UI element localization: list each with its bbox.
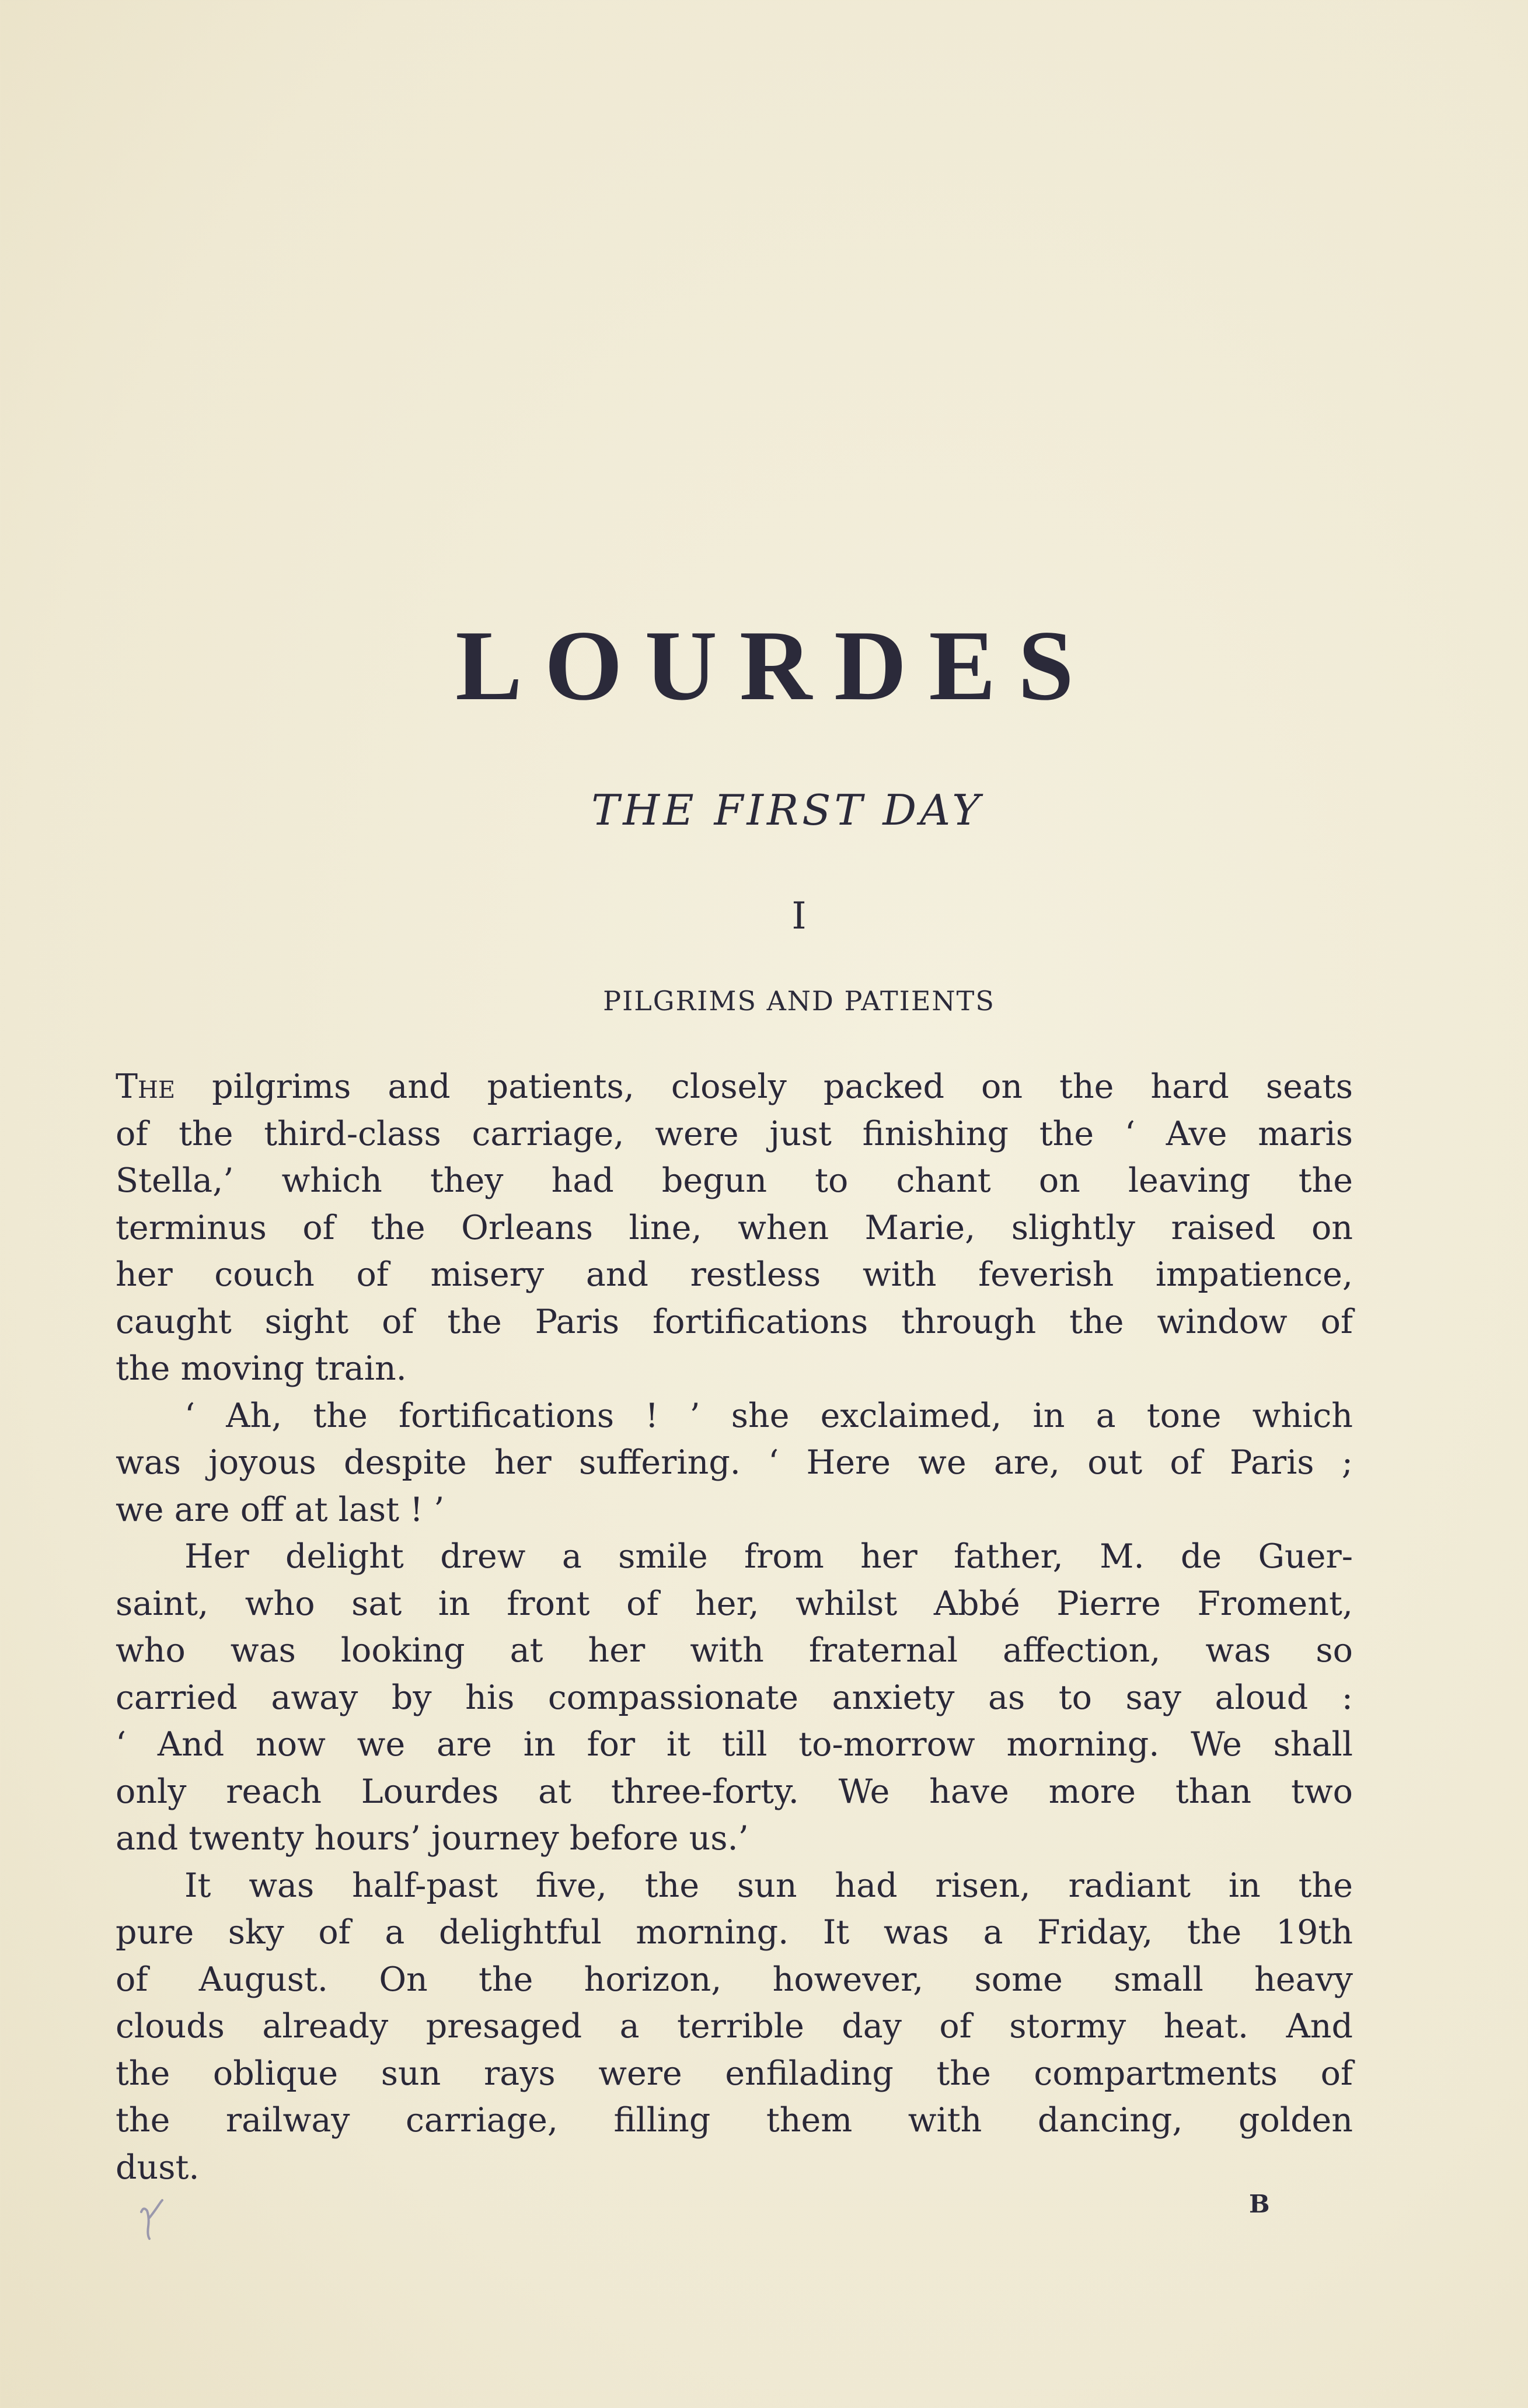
book-title: LOURDES bbox=[455, 610, 1096, 722]
text-line: clouds already presaged a terrible day of stormy heat. And bbox=[116, 2007, 1353, 2046]
paragraph-3 bbox=[116, 1533, 1353, 1862]
text-line: saint, who sat in front of her, whilst Abbé Pierre Froment, bbox=[116, 1584, 1353, 1623]
body-text bbox=[116, 1063, 1353, 2191]
text-line: was joyous despite her suffering. ‘ Here we are, out of Paris ; bbox=[116, 1443, 1353, 1482]
text-line: of the third-class carriage, were just finishing the ‘ Ave maris bbox=[116, 1114, 1353, 1153]
text-line: terminus of the Orleans line, when Marie, slightly raised on bbox=[116, 1208, 1353, 1247]
signature-mark: B bbox=[1249, 2190, 1270, 2218]
text-line: the oblique sun rays were enfilading the compartments of bbox=[116, 2054, 1353, 2093]
text-line: Her delight drew a smile from her father, M. de Guer- bbox=[184, 1537, 1353, 1576]
text-line: of August. On the horizon, however, some small heavy bbox=[116, 1960, 1353, 1999]
paragraph-2 bbox=[116, 1393, 1353, 1534]
text-line: caught sight of the Paris fortifications through the window of bbox=[116, 1302, 1353, 1341]
text-line-content: pilgrims and patients, closely packed on the hard seats bbox=[212, 1067, 1353, 1106]
text-line: carried away by his compassionate anxiety as to say aloud : bbox=[116, 1678, 1353, 1717]
chapter-number: I bbox=[791, 895, 807, 938]
text-line: ‘ And now we are in for it till to-morrow morning. We shall bbox=[116, 1725, 1353, 1764]
text-line bbox=[116, 1063, 1353, 1111]
text-line: It was half-past five, the sun had risen, radiant in the bbox=[184, 1866, 1353, 1905]
pencil-mark-icon bbox=[135, 2194, 170, 2241]
chapter-title: PILGRIMS AND PATIENTS bbox=[603, 985, 995, 1017]
text-line: the moving train. bbox=[116, 1349, 407, 1388]
text-line: her couch of misery and restless with feverish impatience, bbox=[116, 1255, 1353, 1294]
text-line: the railway carriage, filling them with dancing, golden bbox=[116, 2101, 1353, 2140]
text-line: we are off at last ! ’ bbox=[116, 1490, 445, 1529]
text-line: Stella,’ which they had begun to chant on leaving the bbox=[116, 1161, 1353, 1200]
paragraph-1 bbox=[116, 1063, 1353, 1393]
text-line: dust. bbox=[116, 2148, 200, 2187]
text-line: only reach Lourdes at three-forty. We have more than two bbox=[116, 1772, 1353, 1811]
text-line: who was looking at her with fraternal affection, was so bbox=[116, 1631, 1353, 1670]
lead-word: The bbox=[116, 1067, 176, 1106]
text-line: pure sky of a delightful morning. It was a Friday, the 19th bbox=[116, 1913, 1353, 1952]
paragraph-4 bbox=[116, 1862, 1353, 2191]
part-title: THE FIRST DAY bbox=[591, 786, 983, 835]
text-line: ‘ Ah, the fortifications ! ’ she exclaimed, in a tone which bbox=[184, 1396, 1353, 1435]
text-line: and twenty hours’ journey before us.’ bbox=[116, 1819, 749, 1858]
